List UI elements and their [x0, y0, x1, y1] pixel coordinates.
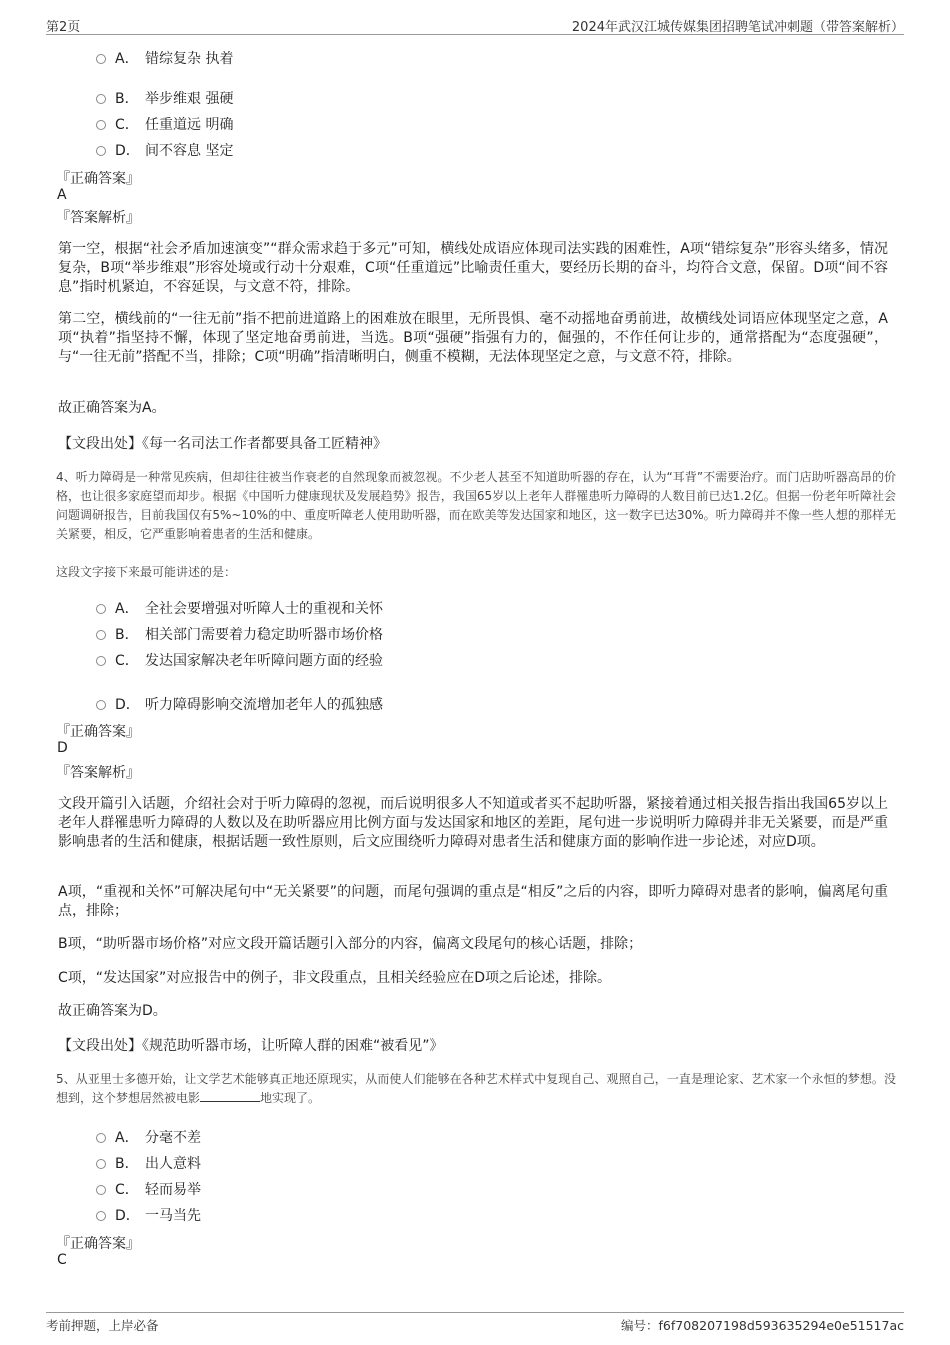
page-header — [46, 14, 904, 35]
radio-icon[interactable] — [96, 1185, 106, 1195]
q3-option-a[interactable]: A． 错综复杂 执着 — [96, 48, 233, 68]
answer-blank — [200, 1089, 260, 1102]
q4-analysis-paragraph: A项，“重视和关怀”可解决尾句中“无关紧要”的问题，而尾句强调的重点是“相反”之后的内容，即听力障碍对患者的影响，偏离尾句重点，排除； — [58, 884, 888, 919]
q4-analysis-conclusion: 故正确答案为D。 — [58, 1003, 167, 1019]
q3-analysis-paragraph: 第二空，横线前的“一往无前”指不把前进道路上的困难放在眼里，无所畏惧、毫不动摇地奋勇前进，故横线处词语应体现坚定之意，A项“执着”指坚持不懈，体现了坚定地奋勇前进，当选。B项“强硬”指强有力的，倔强的，不作任何让步的，通常搭配为“态度强硬”，与“一往无前”搭配不当，排除；C项“明确”指清晰明白，侧重不模糊，无法体现坚定之意，与文意不符，排除。 — [58, 311, 888, 365]
q3-analysis-paragraph: 第一空，根据“社会矛盾加速演变”“群众需求趋于多元”可知，横线处成语应体现司法实践的困难性，A项“错综复杂”形容头绪多，情况复杂，B项“举步维艰”形容处境或行动十分艰难，C项“任重道远”比喻责任重大，要经历长期的奋斗，均符合文意，保留。D项“间不容息”指时机紧迫，不容延误，与文意不符，排除。 — [58, 241, 888, 295]
q5-answer-label: 『正确答案』 — [56, 1236, 140, 1252]
q4-option-d[interactable]: D． 听力障碍影响交流增加老年人的孤独感 — [96, 694, 383, 714]
q3-option-b[interactable]: B． 举步维艰 强硬 — [96, 88, 233, 108]
q3-analysis-conclusion: 故正确答案为A。 — [58, 400, 166, 416]
radio-icon[interactable] — [96, 630, 106, 640]
q3-answer-label: 『正确答案』 — [56, 171, 140, 187]
q3-option-d[interactable]: D． 间不容息 坚定 — [96, 140, 233, 160]
radio-icon[interactable] — [96, 54, 106, 64]
document-id: 编号：f6f708207198d593635294e0e51517ac — [621, 1318, 904, 1333]
q4-option-b[interactable]: B． 相关部门需要着力稳定助听器市场价格 — [96, 624, 383, 644]
q5-option-d[interactable]: D． 一马当先 — [96, 1205, 201, 1225]
q3-analysis-label: 『答案解析』 — [56, 210, 140, 226]
q4-analysis-paragraph: 文段开篇引入话题，介绍社会对于听力障碍的忽视，而后说明很多人不知道或者买不起助听器，紧接着通过相关报告指出我国65岁以上老年人群罹患听力障碍的人数以及在助听器应用比例方面与发达国家和地区的差距，尾句进一步说明听力障碍并非无关紧要，而是严重影响患者的生活和健康，根据话题一致性原则，后文应围绕听力障碍对患者生活和健康方面的影响作进一步论述，对应D项。 — [58, 796, 888, 850]
page-number: 第2页 — [46, 20, 81, 35]
q4-answer-label: 『正确答案』 — [56, 724, 140, 740]
radio-icon[interactable] — [96, 1133, 106, 1143]
q5-stem: 5、从亚里士多德开始，让文学艺术能够真正地还原现实，从而使人们能够在各种艺术样式中复现自己、观照自己，一直是理论家、艺术家一个永恒的梦想。没想到，这个梦想居然被电影 地实现了。 — [56, 1072, 896, 1105]
q4-answer: D — [57, 740, 68, 756]
q4-source: 【文段出处】《规范助听器市场，让听障人群的困难“被看见”》 — [58, 1038, 444, 1054]
q5-option-c[interactable]: C． 轻而易举 — [96, 1179, 201, 1199]
q5-option-b[interactable]: B． 出人意料 — [96, 1153, 201, 1173]
q3-answer: A — [57, 187, 67, 203]
q4-analysis-label: 『答案解析』 — [56, 765, 140, 781]
q4-option-a[interactable]: A． 全社会要增强对听障人士的重视和关怀 — [96, 598, 383, 618]
q3-option-c[interactable]: C． 任重道远 明确 — [96, 114, 233, 134]
document-title: 2024年武汉江城传媒集团招聘笔试冲刺题（带答案解析） — [571, 20, 904, 35]
footer-slogan: 考前押题，上岸必备 — [46, 1318, 159, 1333]
radio-icon[interactable] — [96, 94, 106, 104]
radio-icon[interactable] — [96, 1211, 106, 1221]
radio-icon[interactable] — [96, 656, 106, 666]
q4-analysis-paragraph: B项，“助听器市场价格”对应文段开篇话题引入部分的内容，偏离文段尾句的核心话题，排除； — [58, 936, 643, 952]
radio-icon[interactable] — [96, 1159, 106, 1169]
q5-answer: C — [57, 1252, 67, 1268]
q5-option-a[interactable]: A． 分毫不差 — [96, 1127, 201, 1147]
radio-icon[interactable] — [96, 120, 106, 130]
q4-stem: 4、听力障碍是一种常见疾病，但却往往被当作衰老的自然现象而被忽视。不少老人甚至不知道助听器的存在，认为“耳背”不需要治疗。而门店助听器高昂的价格，也让很多家庭望而却步。根据《中国听力健康现状及发展趋势》报告，我国65岁以上老年人群罹患听力障碍的人数目前已达1.2亿。但据一份老年听障社会问题调研报告，目前我国仅有5%~10%的中、重度听障老人使用助听器，而在欧美等发达国家和地区，这一数字已达30%。听力障碍并不像一些人想的那样无关紧要，相反，它严重影响着患者的生活和健康。 — [56, 470, 896, 541]
radio-icon[interactable] — [96, 146, 106, 156]
q4-analysis-paragraph: C项，“发达国家”对应报告中的例子，非文段重点，且相关经验应在D项之后论述，排除。 — [58, 970, 612, 986]
radio-icon[interactable] — [96, 700, 106, 710]
page-footer — [46, 1312, 904, 1333]
q4-option-c[interactable]: C． 发达国家解决老年听障问题方面的经验 — [96, 650, 383, 670]
q3-source: 【文段出处】《每一名司法工作者都要具备工匠精神》 — [58, 436, 387, 452]
q4-prompt: 这段文字接下来最可能讲述的是： — [56, 565, 237, 579]
radio-icon[interactable] — [96, 604, 106, 614]
